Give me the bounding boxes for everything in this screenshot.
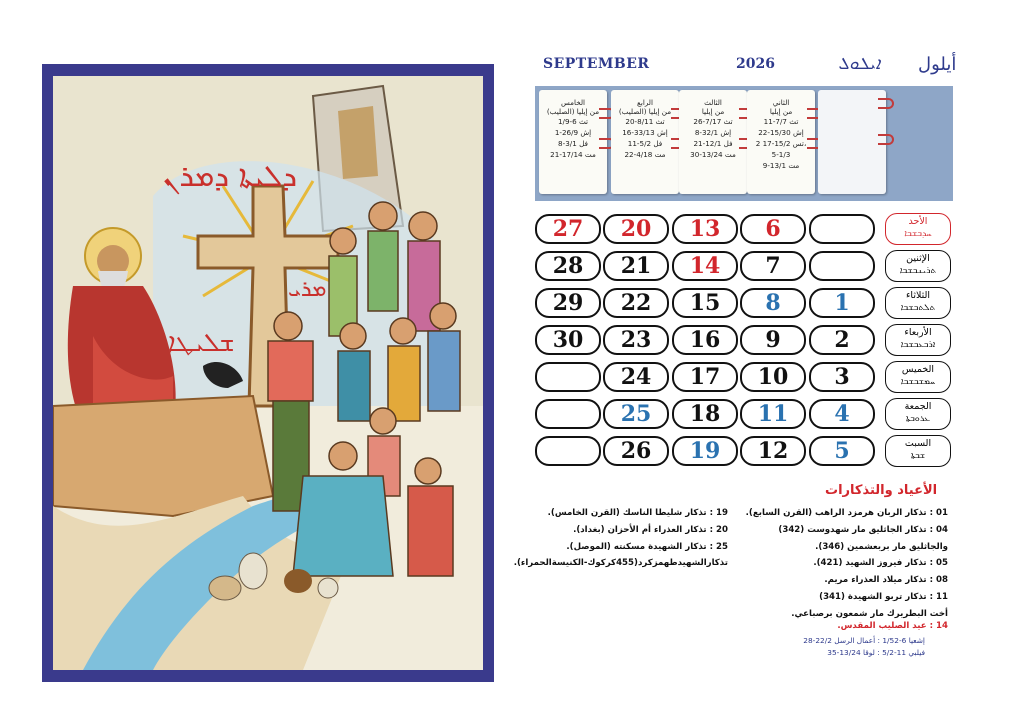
date-cell[interactable]: 8 [740, 288, 806, 318]
feast-item: 01 : تذكار الربان هرمزد الراهب (القرن السابع). [745, 508, 948, 518]
date-cell[interactable]: 30 [535, 325, 601, 355]
empty-cell [809, 251, 875, 281]
feast-reading: فيلبي 11-5/2 : لوقا 13/24-35 [827, 648, 925, 657]
weekday-syriac: ܬܠܬܒܫܒܐ [900, 303, 936, 313]
feast-item: 19 : تذكار شليطا الناسك (القرن الخامس). [547, 508, 728, 518]
date-cell[interactable]: 22 [603, 288, 669, 318]
date-cell[interactable]: 27 [535, 214, 601, 244]
painting-inscription-side: ܫܠܝܛܐ [168, 328, 235, 358]
reading-note-blank [818, 90, 886, 194]
date-cell[interactable]: 29 [535, 288, 601, 318]
date-cell[interactable]: 21 [603, 251, 669, 281]
weekday-label [885, 287, 951, 319]
reading-note-2: الثاني من إيليا تث 7/7-11 إش 15/30-22 2 تس 15/2-17، 5-1/3 مت 13/1-9 [747, 90, 815, 194]
date-cell[interactable]: 28 [535, 251, 601, 281]
feast-item: 05 : تذكار فيروز الشهيد (421). [813, 558, 948, 569]
ring-icon [878, 134, 894, 145]
date-cell[interactable]: 15 [672, 288, 738, 318]
feast-item-major: 14 : عيد الصليب المقدس. [837, 621, 948, 631]
weekday-syriac: ܐܪܒܥܒܫܒܐ [900, 340, 936, 350]
feast-item: 04 : تذكار الجاثليق مار شهدوست (342) [778, 524, 948, 535]
weekday-label [885, 398, 951, 430]
date-cell[interactable]: 4 [809, 399, 875, 429]
month-syriac: ܐܝܠܘܠ [838, 54, 881, 74]
feast-item: 11 : تذكار تربو الشهيدة (341) [819, 592, 948, 602]
weekday-label [885, 250, 951, 282]
feast-item: 25 : تذكار الشهيدة مسكنته (الموصل). [566, 541, 728, 552]
date-cell[interactable]: 1 [809, 288, 875, 318]
readings-panel [535, 86, 953, 201]
date-cell[interactable]: 13 [672, 214, 738, 244]
date-cell[interactable]: 26 [603, 436, 669, 466]
weekday-label [885, 213, 951, 245]
weekday-label [885, 361, 951, 393]
weekday-arabic: الجمعة [904, 401, 932, 412]
reading-note-5: الخامس من إيليا (الصليب) تث 6-1/9 إش 26/9-1 فل 3/1-8 مت 17/14-21 [539, 90, 607, 194]
weekday-syriac: ܚܡܫܒܫܒܐ [900, 377, 936, 387]
feast-item: 20 : تذكار العذراء أم الأحزان (بغداد). [573, 524, 728, 535]
empty-cell [535, 436, 601, 466]
weekday-arabic: السبت [904, 438, 932, 449]
date-cell[interactable]: 5 [809, 436, 875, 466]
feast-item: والجاثليق مار بربعشمين (346). [815, 541, 948, 552]
feasts-title: الأعياد والتذكارات [825, 483, 938, 498]
feast-item: أخت البطريرك مار شمعون برصباعي. [791, 608, 948, 619]
date-cell[interactable]: 3 [809, 362, 875, 392]
reading-note-4: الرابع من إيليا (الصليب) تث 8/11-20 إش 33/13-16 فل 5/2-11 مت 4/18-22 [611, 90, 679, 194]
weekday-syriac: ܬܪܝܢܒܫܒܐ [899, 266, 937, 276]
date-cell[interactable]: 10 [740, 362, 806, 392]
feast-reading: إشعيا 6-1/52 : أعمال الرسل 22/2-28 [803, 636, 925, 645]
month-english: SEPTEMBER [543, 56, 650, 72]
date-cell[interactable]: 18 [672, 399, 738, 429]
date-cell[interactable]: 7 [740, 251, 806, 281]
date-cell[interactable]: 25 [603, 399, 669, 429]
weekday-arabic: الثلاثاء [905, 290, 931, 301]
date-cell[interactable]: 16 [672, 325, 738, 355]
reading-note-3: الثالث من إيليا تث 7/17-26 إش 32/1-8 فل 12/1-21 مت 13/24-30 [679, 90, 747, 194]
date-cell[interactable]: 12 [740, 436, 806, 466]
feast-item: تذكارالشهيدطهمزكرد(455كركوك-الكنيسةالحمراء). [513, 558, 728, 569]
empty-cell [535, 362, 601, 392]
weekday-arabic: الإثنين [906, 253, 930, 264]
empty-cell [809, 214, 875, 244]
date-cell[interactable]: 6 [740, 214, 806, 244]
weekday-label [885, 435, 951, 467]
weekday-arabic: الخميس [901, 364, 935, 375]
painting-inscription-cross: ܡܪܝ [288, 277, 327, 302]
weekday-syriac: ܥܪܘܒܬܐ [905, 414, 931, 424]
year: 2026 [736, 56, 775, 72]
weekday-arabic: الأربعاء [904, 327, 932, 338]
date-cell[interactable]: 23 [603, 325, 669, 355]
painting-inscription-top: ܕܠܝܬܐ ܕܡܪܢ [163, 159, 298, 194]
weekday-arabic: الأحد [908, 216, 928, 227]
empty-cell [535, 399, 601, 429]
month-arabic: أيلول [918, 54, 957, 75]
date-cell[interactable]: 14 [672, 251, 738, 281]
ring-icon [878, 98, 894, 109]
date-cell[interactable]: 17 [672, 362, 738, 392]
date-cell[interactable]: 20 [603, 214, 669, 244]
date-cell[interactable]: 24 [603, 362, 669, 392]
icon-painting [53, 76, 483, 670]
weekday-syriac: ܚܕܒܫܒܐ [904, 229, 932, 239]
date-cell[interactable]: 2 [809, 325, 875, 355]
date-cell[interactable]: 9 [740, 325, 806, 355]
date-cell[interactable]: 11 [740, 399, 806, 429]
weekday-label [885, 324, 951, 356]
date-cell[interactable]: 19 [672, 436, 738, 466]
weekday-syriac: ܫܒܬܐ [910, 451, 926, 461]
feast-item: 08 : تذكار ميلاد العذراء مريم. [824, 575, 948, 586]
